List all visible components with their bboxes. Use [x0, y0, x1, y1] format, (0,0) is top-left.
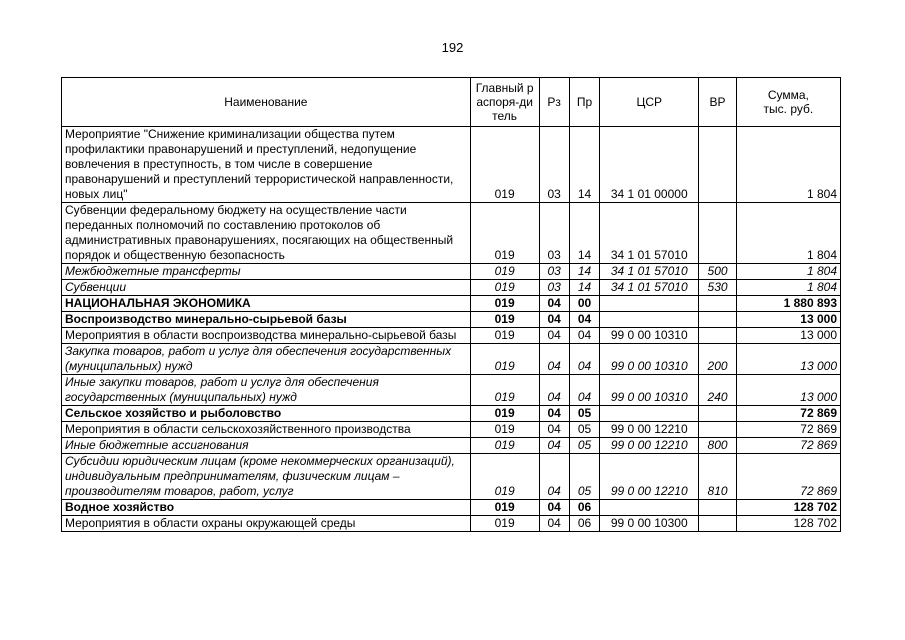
cell-csr: 99 0 00 12210	[600, 438, 699, 454]
table-row	[62, 375, 841, 406]
cell-vr	[699, 203, 736, 264]
cell-name: Сельское хозяйство и рыболовство	[62, 406, 471, 422]
cell-name: Закупка товаров, работ и услуг для обеспечения государственных (муниципальных) нужд	[62, 344, 471, 375]
cell-admin: 019	[470, 344, 539, 375]
table-row	[62, 127, 841, 203]
header-pr: Пр	[569, 78, 599, 127]
cell-rz: 04	[539, 312, 569, 328]
cell-sum: 13 000	[736, 344, 840, 375]
cell-vr	[699, 500, 736, 516]
table-row	[62, 344, 841, 375]
cell-name: Мероприятия в области сельскохозяйственного производства	[62, 422, 471, 438]
cell-sum: 1 804	[736, 127, 840, 203]
budget-table	[61, 77, 841, 532]
cell-admin: 019	[470, 280, 539, 296]
cell-pr: 14	[569, 127, 599, 203]
cell-admin: 019	[470, 312, 539, 328]
cell-sum: 72 869	[736, 438, 840, 454]
cell-vr	[699, 422, 736, 438]
cell-vr	[699, 516, 736, 532]
cell-name: Иные закупки товаров, работ и услуг для обеспечения государственных (муниципальных) нужд	[62, 375, 471, 406]
cell-pr: 05	[569, 454, 599, 500]
cell-admin: 019	[470, 438, 539, 454]
cell-sum: 1 880 893	[736, 296, 840, 312]
cell-csr	[600, 406, 699, 422]
cell-pr: 04	[569, 328, 599, 344]
cell-pr: 04	[569, 375, 599, 406]
cell-pr: 14	[569, 280, 599, 296]
cell-admin: 019	[470, 516, 539, 532]
page-number: 192	[441, 40, 464, 55]
cell-name: Межбюджетные трансферты	[62, 264, 471, 280]
cell-csr: 34 1 01 57010	[600, 264, 699, 280]
cell-csr: 99 0 00 10300	[600, 516, 699, 532]
cell-name: Иные бюджетные ассигнования	[62, 438, 471, 454]
cell-pr: 05	[569, 406, 599, 422]
cell-csr: 99 0 00 10310	[600, 328, 699, 344]
cell-csr	[600, 296, 699, 312]
cell-name: Субвенции федеральному бюджету на осуществление части переданных полномочий по составлению протоколов об административных правонарушениях, посягающих на общественный порядок и общественную безопасность	[62, 203, 471, 264]
cell-pr: 06	[569, 500, 599, 516]
header-sum-label: Сумма, тыс. руб.	[763, 88, 814, 116]
header-rz: Рз	[539, 78, 569, 127]
cell-admin: 019	[470, 375, 539, 406]
cell-rz: 04	[539, 454, 569, 500]
cell-rz: 04	[539, 296, 569, 312]
cell-rz: 04	[539, 406, 569, 422]
cell-sum: 1 804	[736, 280, 840, 296]
cell-rz: 03	[539, 280, 569, 296]
cell-sum: 1 804	[736, 264, 840, 280]
cell-admin: 019	[470, 422, 539, 438]
cell-vr	[699, 406, 736, 422]
cell-sum: 72 869	[736, 422, 840, 438]
cell-name: Воспроизводство минерально-сырьевой базы	[62, 312, 471, 328]
cell-pr: 00	[569, 296, 599, 312]
table-row	[62, 438, 841, 454]
table-row	[62, 516, 841, 532]
cell-admin: 019	[470, 127, 539, 203]
cell-sum: 72 869	[736, 454, 840, 500]
cell-rz: 04	[539, 438, 569, 454]
cell-sum: 1 804	[736, 203, 840, 264]
cell-admin: 019	[470, 296, 539, 312]
cell-sum: 13 000	[736, 328, 840, 344]
cell-admin: 019	[470, 328, 539, 344]
cell-pr: 14	[569, 203, 599, 264]
header-admin	[470, 78, 539, 127]
cell-csr: 99 0 00 12210	[600, 422, 699, 438]
cell-admin: 019	[470, 406, 539, 422]
cell-rz: 04	[539, 344, 569, 375]
table-row	[62, 203, 841, 264]
cell-rz: 03	[539, 127, 569, 203]
cell-pr: 04	[569, 312, 599, 328]
cell-sum: 13 000	[736, 312, 840, 328]
header-vr: ВР	[699, 78, 736, 127]
cell-admin: 019	[470, 264, 539, 280]
table-row	[62, 328, 841, 344]
cell-pr: 04	[569, 344, 599, 375]
cell-sum: 72 869	[736, 406, 840, 422]
cell-vr	[699, 127, 736, 203]
cell-csr: 34 1 01 57010	[600, 203, 699, 264]
cell-csr: 99 0 00 10310	[600, 344, 699, 375]
cell-rz: 04	[539, 328, 569, 344]
cell-vr	[699, 296, 736, 312]
header-sum	[736, 78, 840, 127]
cell-vr: 810	[699, 454, 736, 500]
table-row	[62, 264, 841, 280]
cell-csr: 34 1 01 57010	[600, 280, 699, 296]
header-admin-label: Главный распоря-дитель	[475, 81, 534, 123]
cell-admin: 019	[470, 500, 539, 516]
table-row	[62, 312, 841, 328]
cell-admin: 019	[470, 454, 539, 500]
cell-vr	[699, 312, 736, 328]
cell-sum: 128 702	[736, 516, 840, 532]
cell-name: Субвенции	[62, 280, 471, 296]
cell-rz: 04	[539, 500, 569, 516]
cell-sum: 128 702	[736, 500, 840, 516]
cell-vr: 200	[699, 344, 736, 375]
table-row	[62, 296, 841, 312]
cell-csr	[600, 500, 699, 516]
cell-name: НАЦИОНАЛЬНАЯ ЭКОНОМИКА	[62, 296, 471, 312]
table-row	[62, 454, 841, 500]
cell-rz: 04	[539, 375, 569, 406]
cell-rz: 03	[539, 264, 569, 280]
table-row	[62, 422, 841, 438]
cell-csr	[600, 312, 699, 328]
cell-pr: 14	[569, 264, 599, 280]
cell-rz: 04	[539, 516, 569, 532]
table-row	[62, 280, 841, 296]
cell-name: Водное хозяйство	[62, 500, 471, 516]
table-row	[62, 406, 841, 422]
cell-name: Мероприятия в области охраны окружающей среды	[62, 516, 471, 532]
table-row	[62, 500, 841, 516]
cell-csr: 34 1 01 00000	[600, 127, 699, 203]
cell-sum: 13 000	[736, 375, 840, 406]
cell-vr	[699, 328, 736, 344]
table-header	[62, 78, 841, 127]
cell-vr: 240	[699, 375, 736, 406]
cell-csr: 99 0 00 10310	[600, 375, 699, 406]
header-name: Наименование	[62, 78, 471, 127]
cell-rz: 03	[539, 203, 569, 264]
cell-name: Мероприятие "Снижение криминализации общества путем профилактики правонарушений и преступлений, недопущение вовлечения в преступность, в том числе в совершение правонарушений и преступлений террористической направленности, новых лиц"	[62, 127, 471, 203]
cell-csr: 99 0 00 12210	[600, 454, 699, 500]
cell-admin: 019	[470, 203, 539, 264]
cell-name: Субсидии юридическим лицам (кроме некоммерческих организаций), индивидуальным предпринимателям, физическим лицам – производителям товаров, работ, услуг	[62, 454, 471, 500]
cell-pr: 05	[569, 422, 599, 438]
cell-rz: 04	[539, 422, 569, 438]
cell-pr: 05	[569, 438, 599, 454]
cell-pr: 06	[569, 516, 599, 532]
cell-vr: 800	[699, 438, 736, 454]
header-csr: ЦСР	[600, 78, 699, 127]
cell-vr: 500	[699, 264, 736, 280]
cell-name: Мероприятия в области воспроизводства минерально-сырьевой базы	[62, 328, 471, 344]
cell-vr: 530	[699, 280, 736, 296]
